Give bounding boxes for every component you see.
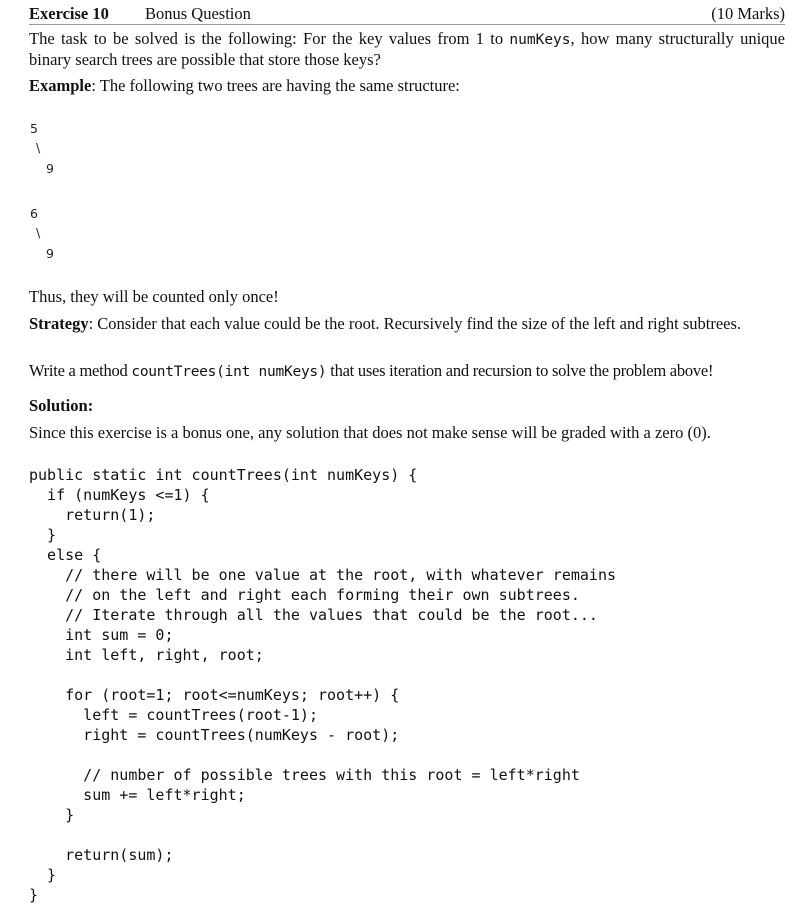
conclusion-text: Thus, they will be counted only once! <box>29 287 279 306</box>
strategy-paragraph <box>29 314 785 334</box>
tree-2-root: 6 <box>30 206 38 221</box>
instruction-paragraph <box>29 361 785 382</box>
code-listing: public static int countTrees(int numKeys) { if (numKeys <=1) { return(1); } else { // there will be one value at the root, with whatever remains // on the left and right each forming their own subtrees. // Iterate through all the values that could be the root... int sum = 0; int left, right, root; for (root=1; root<=numKeys; root++) { left = countTrees(root-1); right = countTrees(numKeys - root); // number of possible trees with this root = left*right sum += left*right; } return(sum); } } <box>29 466 616 904</box>
exercise-number: Exercise 10 <box>29 4 109 23</box>
example-label: Example <box>29 76 92 95</box>
tree-1-root: 5 <box>30 121 38 136</box>
strategy-text: : Consider that each value could be the root. Recursively find the size of the left and right subtrees. <box>88 314 742 333</box>
tree-2-child: 9 <box>46 246 54 261</box>
tree-1-child: 9 <box>46 161 54 176</box>
strategy-label: Strategy <box>29 314 89 333</box>
exercise-header <box>29 2 785 25</box>
task-text-after: , how many structurally unique binary search trees are possible that store those keys? <box>29 29 785 69</box>
solution-label: Solution: <box>29 396 94 415</box>
exercise-marks: (10 Marks) <box>711 4 785 23</box>
tree-2-edge: \ <box>36 225 41 240</box>
example-text: : The following two trees are having the same structure: <box>91 76 460 95</box>
solution-note: Since this exercise is a bonus one, any solution that does not make sense will be graded with a zero (0). <box>29 423 711 442</box>
instruction-text-before: Write a method <box>29 361 132 380</box>
task-inline-code: numKeys <box>509 32 571 48</box>
instruction-inline-code: countTrees(int numKeys) <box>131 364 327 380</box>
example-paragraph <box>29 76 785 96</box>
task-paragraph <box>29 29 785 70</box>
instruction-text-after: that uses iteration and recursion to solve the problem above! <box>326 361 714 380</box>
tree-1-edge: \ <box>36 140 41 155</box>
exercise-title: Bonus Question <box>145 4 251 23</box>
task-text-before: The task to be solved is the following: For the key values from 1 to <box>29 29 510 48</box>
